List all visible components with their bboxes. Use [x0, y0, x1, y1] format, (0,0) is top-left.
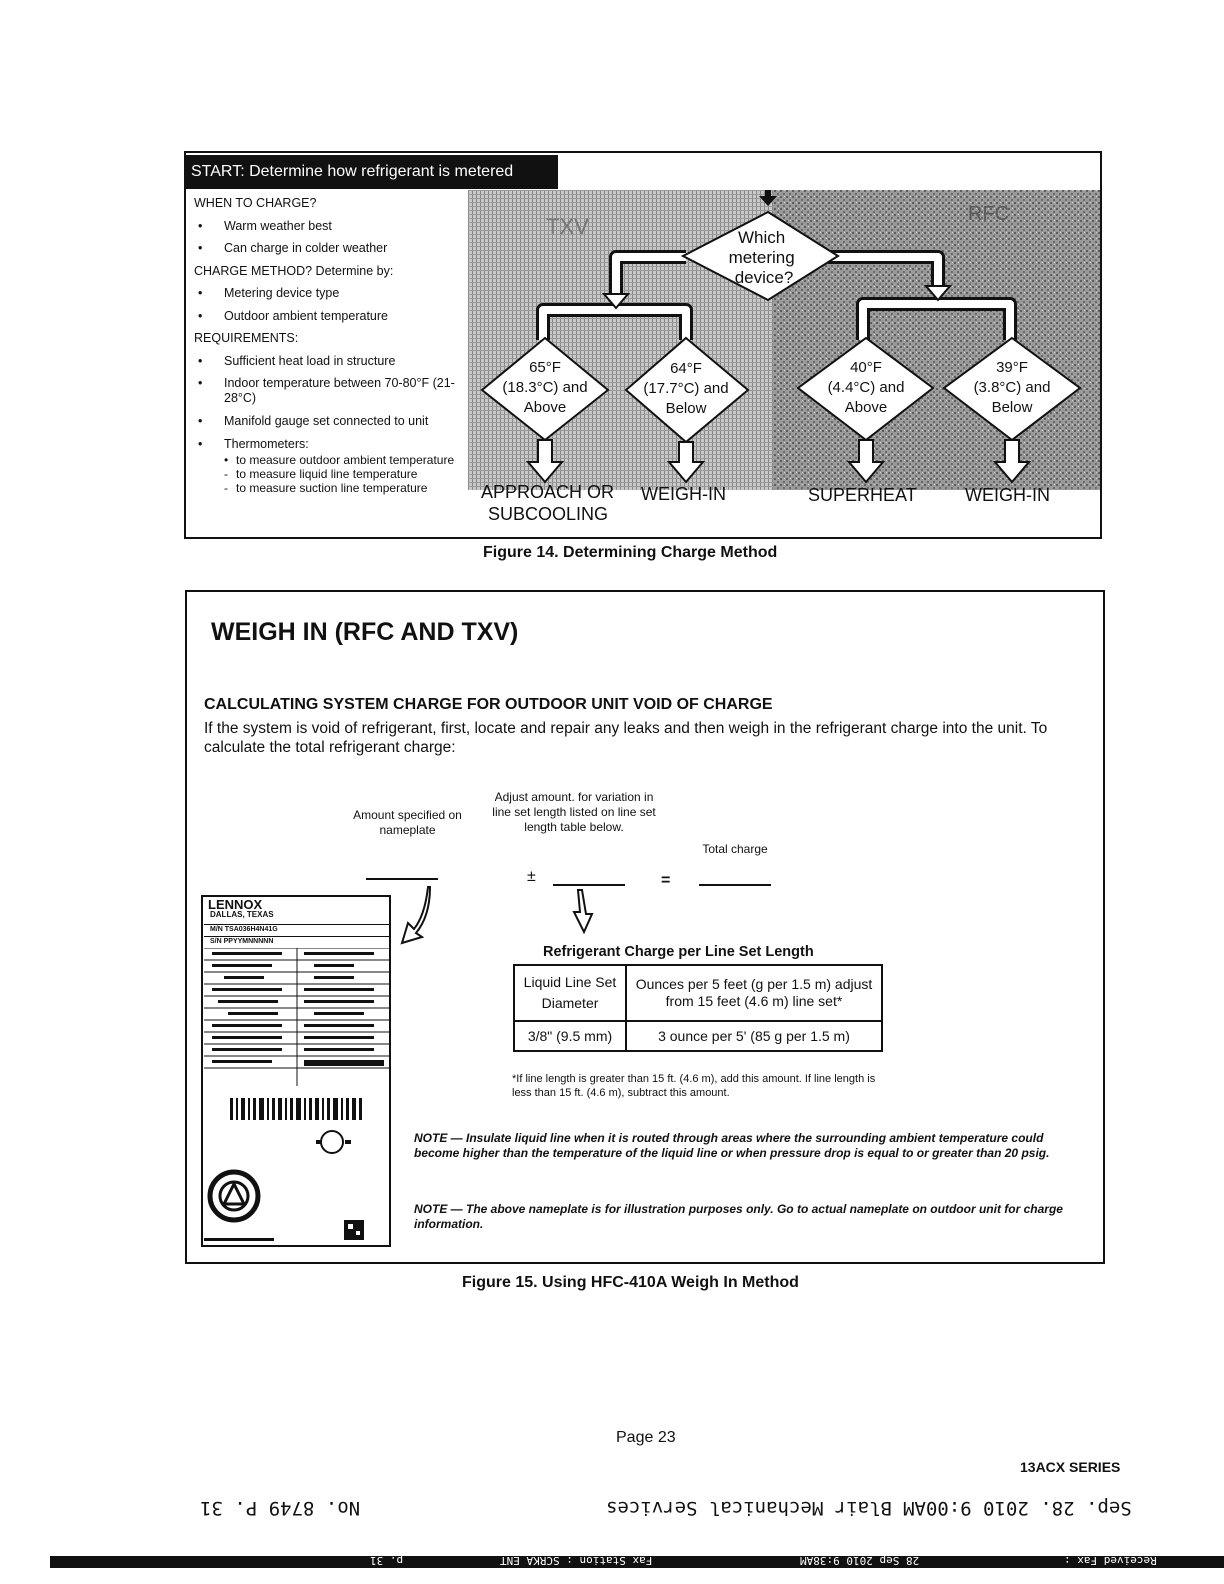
list-item: • Can charge in colder weather	[198, 241, 388, 255]
plusminus-sign: ±	[527, 868, 536, 885]
when-heading: WHEN TO CHARGE?	[194, 196, 317, 210]
adjust-blank	[553, 884, 625, 886]
outcome-superheat: SUPERHEAT	[808, 485, 917, 505]
list-subitem: - to measure liquid line temperature	[224, 466, 418, 481]
page-number: Page 23	[616, 1429, 676, 1446]
nameplate-graphics	[204, 948, 390, 1246]
table-cell: 3 ounce per 5' (85 g per 1.5 m)	[626, 1021, 882, 1051]
note-nameplate: NOTE — The above nameplate is for illustration purposes only. Go to actual nameplate on outdoor unit for charge information.	[414, 1202, 1063, 1231]
nameplate-serial: S/N PPYYMNNNNN	[204, 936, 390, 946]
decision-text: Which metering device?	[728, 228, 795, 287]
list-subitem: • to measure outdoor ambient temperature	[224, 452, 455, 467]
total-label: Total charge	[702, 842, 768, 856]
arrow-to-nameplate-icon	[396, 885, 436, 947]
svg-text:39°F(3.8°C) andBelow: 39°F (3.8°C) and Below	[973, 359, 1051, 416]
qr-code	[344, 1220, 364, 1240]
weigh-in-title: WEIGH IN (RFC AND TXV)	[211, 618, 519, 646]
section-subhead: CALCULATING SYSTEM CHARGE FOR OUTDOOR UNIT VOID OF CHARGE	[204, 696, 773, 713]
table-footnote: *If line length is greater than 15 ft. (4.6 m), add this amount. If line length is less than 15 ft. (4.6 m), subtract this amount.	[512, 1073, 876, 1099]
table-header-cell: Ounces per 5 feet (g per 1.5 m) adjust from 15 feet (4.6 m) line set*	[626, 965, 882, 1021]
line-set-table	[513, 964, 883, 1052]
note-insulate: NOTE — Insulate liquid line when it is routed through areas where the surrounding ambient temperature could become higher than the temperature of the liquid line or when pressure drop is equal to or greater than 20 psig.	[414, 1131, 1050, 1160]
figure-14-caption: Figure 14. Determining Charge Method	[483, 544, 778, 561]
outcome-subcooling: SUBCOOLING	[488, 504, 609, 524]
series-label: 13ACX SERIES	[1020, 1459, 1121, 1475]
list-item: • Outdoor ambient temperature	[198, 308, 388, 323]
outcome-weigh-in-rfc: WEIGH-IN	[965, 485, 1050, 505]
list-item: • Metering device type	[198, 286, 340, 300]
method-heading: CHARGE METHOD? Determine by:	[194, 263, 394, 278]
requirements-heading: REQUIREMENTS:	[194, 331, 299, 345]
fax-received-label: Received Fax :	[1064, 1554, 1157, 1567]
svg-text:40°F(4.4°C) andAbove: 40°F (4.4°C) and Above	[827, 359, 905, 416]
intro-text: If the system is void of refrigerant, first, locate and repair any leaks and then weigh in the refrigerant charge into the unit. To calculate the total refrigerant charge:	[204, 720, 1048, 756]
outcome-weigh-in-txv: WEIGH-IN	[641, 484, 726, 504]
list-item: • Warm weather best	[198, 218, 332, 233]
svg-text:65°F(18.3°C) andAbove: 65°F (18.3°C) and Above	[502, 359, 588, 416]
fax-header-page: No. 8749 P. 31	[200, 1497, 361, 1519]
logo-seal-icon	[210, 1172, 258, 1220]
fax-received-date: 28 Sep 2010 9:38AM	[800, 1554, 920, 1567]
list-item: • Thermometers:	[198, 436, 309, 451]
figure-15-caption: Figure 15. Using HFC-410A Weigh In Method	[462, 1274, 799, 1291]
nameplate-city: DALLAS, TEXAS	[210, 910, 274, 919]
svg-text:64°F(17.7°C) andBelow: 64°F (17.7°C) and Below	[643, 360, 729, 417]
list-item: • Manifold gauge set connected to unit	[198, 414, 429, 428]
table-row	[514, 965, 882, 1021]
total-blank	[699, 884, 771, 886]
fax-page: p. 31	[370, 1554, 404, 1567]
start-header: START: Determine how refrigerant is metered	[184, 155, 558, 189]
amount-blank	[366, 878, 438, 880]
arrow-to-table-icon	[566, 888, 596, 934]
nameplate-brand: LENNOX	[208, 897, 263, 912]
fax-header-sender: Blair Mechanical Services	[606, 1497, 892, 1519]
amount-label: Amount specified on nameplate	[353, 808, 462, 837]
list-item: • Sufficient heat load in structure	[198, 353, 396, 368]
list-item: • Indoor temperature between 70-80°F (21-28°C)	[198, 376, 455, 405]
txv-label: TXV	[546, 214, 589, 239]
charge-requirements-list	[194, 196, 464, 495]
adjust-label: Adjust amount. for variation in line set length listed on line set length table below.	[492, 790, 656, 834]
nameplate-model: M/N TSA036H4N41G	[204, 924, 390, 934]
fax-received-bar	[50, 1556, 1224, 1568]
fax-header-date: Sep. 28. 2010 9:00AM	[903, 1497, 1132, 1519]
rfc-background	[773, 190, 1100, 490]
table-row	[514, 1021, 882, 1051]
equals-sign: =	[661, 872, 671, 889]
list-subitem: - to measure suction line temperature	[224, 480, 428, 495]
certification-mark-icon	[316, 1131, 351, 1153]
table-title: Refrigerant Charge per Line Set Length	[543, 944, 814, 960]
table-header-cell: Liquid Line Set Diameter	[514, 965, 626, 1021]
outcome-approach: APPROACH OR	[481, 482, 615, 502]
barcode	[230, 1098, 362, 1120]
table-cell: 3/8" (9.5 mm)	[514, 1021, 626, 1051]
fax-station: Fax Station : SCRKA ENT	[500, 1554, 653, 1567]
rfc-label: RFC	[968, 203, 1010, 225]
